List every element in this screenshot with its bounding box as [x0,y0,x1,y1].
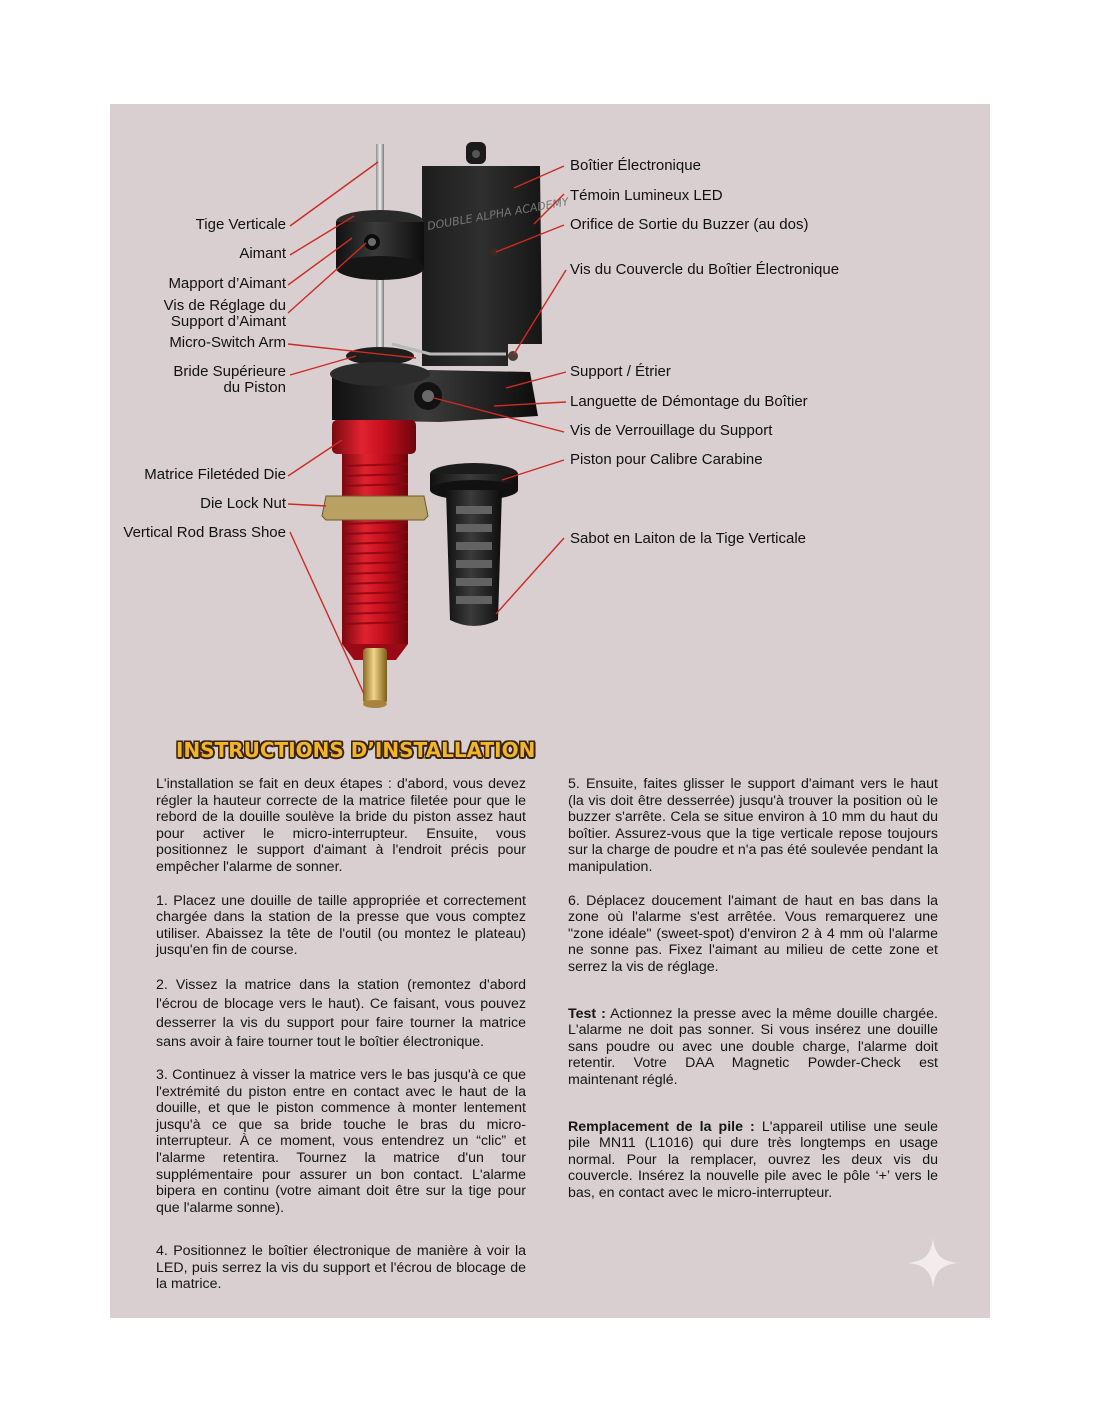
step-5: 5. Ensuite, faites glisser le support d'aimant vers le haut (la vis doit être desserrée) jusqu'à trouver la position où le buzzer s'arrête. Cela se situe environ à 10 mm du haut du boîtier. Assurez-vous que la tige verticale repose toujours sur la charge de poudre et n'a pas été soulevée pendant la manipulation. [568,776,938,875]
threaded-die [332,420,416,660]
label-bride-superieure: Bride Supérieure du Piston [173,363,286,396]
rifle-piston [430,463,518,626]
test-text: Actionnez la presse avec la même douille chargée. L'alarme ne doit pas sonner. Si vous insérez une douille sans poudre ou avec une double charge, l'alarme doit retentir. Votre DAA Magnetic Powder-Check est maintenant réglé. [568,1005,938,1088]
label-sabot-laiton: Sabot en Laiton de la Tige Verticale [570,530,807,547]
test-paragraph [568,1006,938,1089]
label-vis-couvercle: Vis du Couvercle du Boîtier Électronique [570,261,840,278]
label-temoin-led: Témoin Lumineux LED [570,187,723,204]
battery-text: L'appareil utilise une seule pile MN11 (L1016) qui dure très longtemps en usage normal. Pour la remplacer, ouvrez les deux vis du couvercle. Insérez la nouvelle pile avec le pôle ‘+’ vers le bas, en contact avec le micro-interrupteur. [568,1118,938,1201]
label-die-lock-nut: Die Lock Nut [200,495,286,512]
step-2: 2. Vissez la matrice dans la station (remontez d'abord l'écrou de blocage vers le haut). Ce faisant, vous pouvez desserrer la vis du support pour faire tourner la matrice sans avoir à faire tourner tout le boîtier électronique. [156,976,526,1050]
intro-paragraph: L'installation se fait en deux étapes : d'abord, vous devez régler la hauteur correcte de la matrice filetée pour que le rebord de la douille soulève la bride du piston assez haut pour activer le micro-interrupteur. Ensuite, vous positionnez le support d'aimant à l'endroit précis pour empêcher l'alarme de sonner. [156,776,526,875]
test-label: Test : [568,1005,606,1022]
instructions-heading: INSTRUCTIONS D’INSTALLATION [176,738,536,762]
label-aimant: Aimant [239,245,286,262]
instructions-right-column [568,776,938,1201]
label-vis-reglage-support: Vis de Réglage du Support d’Aimant [163,297,286,330]
label-matrice-filetee: Matrice Filetéded Die [144,466,286,483]
battery-paragraph [568,1119,938,1202]
electronic-box [422,142,571,366]
bracket [330,362,538,422]
label-mapport-aimant: Mapport d’Aimant [168,275,286,292]
label-micro-switch-arm: Micro-Switch Arm [169,334,286,351]
label-piston-carabine: Piston pour Calibre Carabine [570,451,763,468]
label-support-etrier: Support / Étrier [570,363,671,380]
label-brass-shoe: Vertical Rod Brass Shoe [123,524,286,541]
product-diagram [110,104,990,744]
label-orifice-buzzer: Orifice de Sortie du Buzzer (au dos) [570,216,809,233]
label-tige-verticale: Tige Verticale [195,216,286,233]
label-boitier-electronique: Boîtier Électronique [570,157,701,174]
magnet-holder [336,210,424,280]
box-logo: DOUBLE ALPHA ACADEMY [426,195,570,233]
brass-shoe [363,648,387,708]
step-4: 4. Positionnez le boîtier électronique de manière à voir la LED, puis serrez la vis du support et l'écrou de blocage de la matrice. [156,1243,526,1293]
instruction-sheet [110,104,990,1318]
step-1: 1. Placez une douille de taille appropriée et correctement chargée dans la station de la presse que vous comptez utiliser. Abaissez la tête de l'outil (ou montez le plateau) jusqu'en fin de course. [156,892,526,959]
step-3: 3. Continuez à visser la matrice vers le bas jusqu'à ce que l'extrémité du piston entre en contact avec le haut de la douille, et que le piston commence à monter lentement jusqu'à ce que sa bride touche le bras du micro-interrupteur. À ce moment, vous entendrez un “clic” et l'alarme retentira. Tournez la matrice d'un tour supplémentaire pour assurer un bon contact. L'alarme bipera en continu (votre aimant doit être sur la tige pour que l'alarme sonne). [156,1066,526,1216]
die-lock-nut [322,496,428,520]
instructions-left-column [156,776,526,1293]
battery-label: Remplacement de la pile : [568,1118,755,1135]
step-6: 6. Déplacez doucement l'aimant de haut en bas dans la zone où l'alarme s'est arrêtée. Vous remarquerez une "zone idéale" (sweet-spot) d'environ 2 à 4 mm où l'alarme ne sonne pas. Fixez l'aimant au milieu de cette zone et serrez la vis de réglage. [568,892,938,975]
sparkle-icon [908,1238,958,1288]
label-languette-demontage: Languette de Démontage du Boîtier [570,393,808,410]
label-vis-verrouillage: Vis de Verrouillage du Support [570,422,773,439]
